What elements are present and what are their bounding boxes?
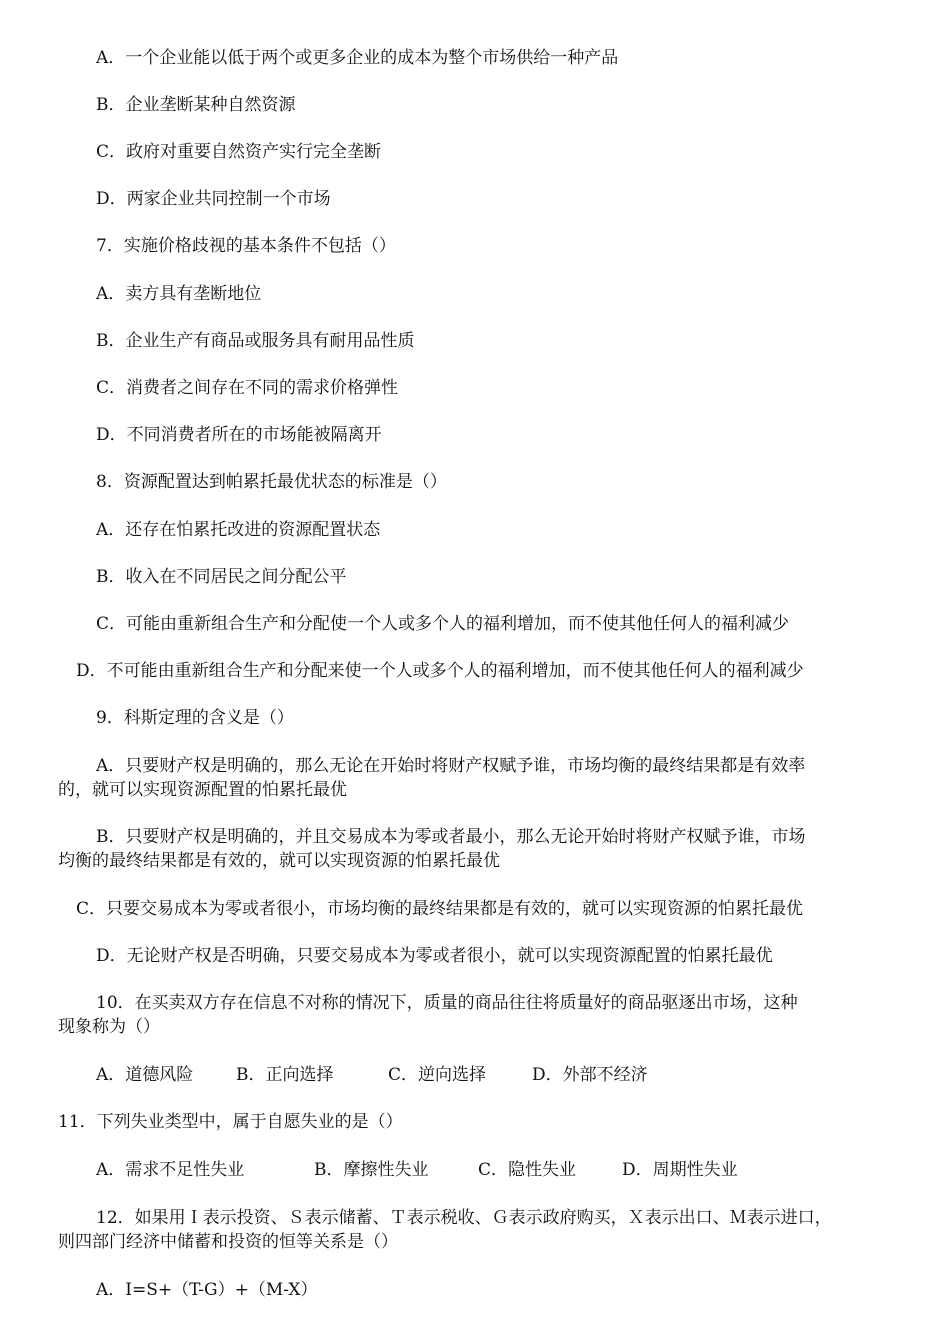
q7-option-c: C．消费者之间存在不同的需求价格弹性 xyxy=(96,378,399,398)
q8-question: 8．资源配置达到帕累托最优状态的标准是（） xyxy=(96,472,447,492)
q10-option-b: B．正向选择 xyxy=(236,1065,334,1085)
q9-option-b-line1: B．只要财产权是明确的，并且交易成本为零或者最小，那么无论开始时将财产权赋予谁，市场 xyxy=(96,827,806,847)
q8-option-c: C．可能由重新组合生产和分配使一个人或多个人的福利增加，而不使其他任何人的福利减少 xyxy=(96,614,790,634)
q9-option-a-line1: A．只要财产权是明确的，那么无论在开始时将财产权赋予谁，市场均衡的最终结果都是有效率 xyxy=(96,756,806,776)
q8-option-a: A．还存在怕累托改进的资源配置状态 xyxy=(96,520,381,540)
q10-question-line1: 10．在买卖双方存在信息不对称的情况下，质量的商品往往将质量好的商品驱逐出市场，这种 xyxy=(96,993,798,1013)
q11-option-b: B．摩擦性失业 xyxy=(314,1160,429,1180)
q6-option-d: D．两家企业共同控制一个市场 xyxy=(96,189,331,209)
q6-option-b: B．企业垄断某种自然资源 xyxy=(96,95,296,115)
q11-option-d: D．周期性失业 xyxy=(622,1160,738,1180)
q7-option-b: B．企业生产有商品或服务具有耐用品性质 xyxy=(96,331,415,351)
q6-option-c: C．政府对重要自然资产实行完全垄断 xyxy=(96,142,382,162)
q11-option-a: A．需求不足性失业 xyxy=(96,1160,245,1180)
q9-option-b-line2: 均衡的最终结果都是有效的，就可以实现资源的怕累托最优 xyxy=(58,851,500,871)
q12-question-line1: 12．如果用Ｉ表示投资、Ｓ表示储蓄、Ｔ表示税收、Ｇ表示政府购买，Ｘ表示出口、Ｍ表示进口， xyxy=(96,1208,832,1228)
q9-option-a-line2: 的，就可以实现资源配置的怕累托最优 xyxy=(58,780,347,800)
q11-question: 11．下列失业类型中，属于自愿失业的是（） xyxy=(58,1112,403,1132)
q11-options-row xyxy=(96,1158,738,1182)
q9-option-d: D．无论财产权是否明确，只要交易成本为零或者很小，就可以实现资源配置的怕累托最优 xyxy=(96,946,773,966)
q10-question-line2: 现象称为（） xyxy=(58,1017,160,1037)
q7-option-d: D．不同消费者所在的市场能被隔离开 xyxy=(96,425,382,445)
q10-option-a: A．道德风险 xyxy=(96,1065,194,1085)
q10-option-c: C．逆向选择 xyxy=(388,1065,487,1085)
q10-options-row xyxy=(96,1063,648,1087)
q11-option-c: C．隐性失业 xyxy=(478,1160,577,1180)
q9-option-c: C．只要交易成本为零或者很小，市场均衡的最终结果都是有效的，就可以实现资源的怕累托最优 xyxy=(76,899,804,919)
q10-option-d: D．外部不经济 xyxy=(532,1065,648,1085)
q6-option-a: A．一个企业能以低于两个或更多企业的成本为整个市场供给一种产品 xyxy=(96,48,619,68)
q9-question: 9．科斯定理的含义是（） xyxy=(96,708,294,728)
q12-option-a: A．I=S+（T-G）+（M-X） xyxy=(96,1280,318,1300)
q12-question-line2: 则四部门经济中储蓄和投资的恒等关系是（） xyxy=(58,1232,398,1252)
q7-option-a: A．卖方具有垄断地位 xyxy=(96,284,262,304)
q8-option-b: B．收入在不同居民之间分配公平 xyxy=(96,567,347,587)
q8-option-d: D．不可能由重新组合生产和分配来使一个人或多个人的福利增加，而不使其他任何人的福利减少 xyxy=(76,661,804,681)
q7-question: 7．实施价格歧视的基本条件不包括（） xyxy=(96,236,396,256)
